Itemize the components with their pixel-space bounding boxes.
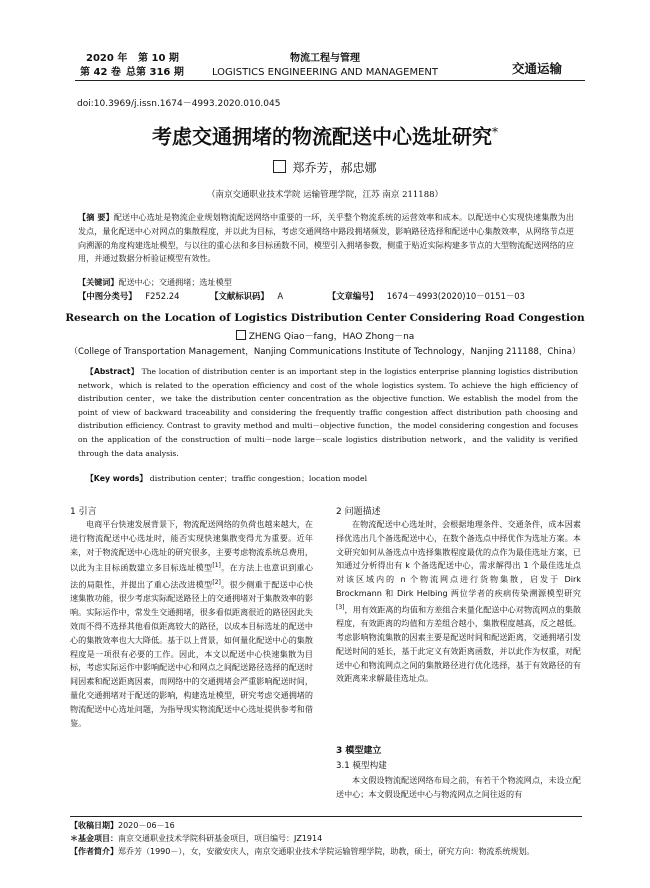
authors-cn-text: 郑乔芳，郝忠娜 [292,161,377,175]
section-1-heading: 1 引言 [70,507,97,517]
section-3-heading: 3 模型建立 [336,746,382,756]
header-rule [75,80,585,81]
fund-text: 南京交通职业技术学院科研基金项目，项目编号：JZ1914 [118,834,323,843]
header-year: 2020 年 [86,53,128,64]
fund-label: ＊基金项目： [70,834,118,843]
intro-text-c: 。很少侧重于配送中心快速集散功能，很少考虑实际配送路径上的交通拥堵对于集散效率的影响。实际运作中，常发生交通拥堵，很多看似距离很近的路径因此失效而不得不选择其他看似距离较大的路径，以成本目标选址的配送中心的集散效率也大大降低。基于以上背景，如何量化配送中心的集散程度是一项很有必要的工作。因此，本文以配送中心快速集散为目标，考虑实际运作中影响配送中心和网点之间配送路径选择的配送时间因素和配送距离因素，而网络中的交通拥堵会严重影响配送时间，量化交通拥堵对于配送的影响，构建选址模型，研究考虑交通拥堵的物流配送中心选址问题，为指导现实物流配送中心选址提供参考和借鉴。 [70,579,313,728]
article-number-value: 1674－4993(2020)10－0151－03 [386,291,525,301]
header-volume: 第 42 卷 [80,67,121,78]
desc-ref-3: [3] [336,603,345,611]
keywords-cn [78,276,574,290]
article-title [60,119,590,150]
author-en-marker-box [236,330,246,340]
intro-text-b: 。在方法上也意识到重心法的局限性，并提出了重心法改进模型 [70,563,313,590]
abstract-en-label: 【Abstract】 [86,367,139,376]
keywords-cn-text: 配送中心；交通拥堵；选址模型 [118,277,232,287]
header-column: 交通运输 [512,61,563,76]
header-journal-cn: 物流工程与管理 [290,53,360,64]
authors-cn [0,159,650,176]
received-label: 【收稿日期】 [70,821,118,830]
intro-paragraph [70,518,313,730]
header-issue: 第 10 期 [138,53,179,64]
keywords-en-label: 【Key words】 [86,474,148,483]
authors-en-text: ZHENG Qiao－fang，HAO Zhong－na [248,332,415,342]
footnote-rule [70,816,582,817]
desc-text-b: ，用有效距离的均值和方差组合来量化配送中心对物流网点的集散程度，有效距离的均值和方差组合越小，集散程度越高，反之越低。考虑影响物流集散的因素主要是配送时间和配送距离，交通拥堵引发配送时间的延长，基于此定义有效距离函数，并以此作为权重，对配送中心和物流网点之间的集散路径进行优化选择，基于有效路径的有效距离来求解最佳选址点。 [336,604,581,684]
section-3-1-heading: 3.1 模型构建 [336,761,387,771]
desc-text-a: 在物流配送中心选址时，会根据地理条件、交通条件，成本因素择优选出几个备选配送中心，在数个备选点中择优作为选址方案。本文研究如何从备选点中选择集散程度最优的点作为最佳选址方案，已知通过分析得出有 k 个备选配送中心，需求解得出 1 个最佳选址点对该区域内的 n 个物流网点进行货物集散，启发于 Dirk Brockmann 和 Dirk Helbing 两位学者的疾病传染溯源模型研究 [336,519,581,598]
keywords-cn-label: 【关键词】 [78,277,119,287]
authors-en [0,329,650,342]
footnote-author [70,846,585,858]
section-2-heading: 2 问题描述 [336,507,381,517]
intro-ref-2: [2] [212,578,221,586]
title-en: Research on the Location of Logistics Distribution Center Considering Road Congestion [65,312,585,324]
affiliation-cn: （南京交通职业技术学院 运输管理学院，江苏 南京 211188） [206,190,444,200]
doc-code-label: 【文献标识码】 [210,291,269,301]
received-date: 2020－06－16 [118,821,175,830]
keywords-en [86,473,576,484]
abstract-en [78,365,578,460]
abstract-cn-text: 配送中心选址是物流企业规划物流配送网络中重要的一环，关乎整个物流系统的运营效率和成本。以配送中心实现快速集散为出发点，量化配送中心对网点的集散程度，并以此为目标，考虑交通网络中路段拥堵频发，影响路径选择和配送中心集散效率，从网络节点逆向溯源的角度构建选址模型，与以往的重心法和多目标函数不同，模型引入拥堵参数，侧重于贴近实际构建多节点的大型物流配送网络的应用，并通过数据分析验证模型有效性。 [78,212,574,264]
footnote-fund [70,833,322,845]
clc-value: F252.24 [145,291,180,301]
intro-text-a: 电商平台快速发展背景下，物流配送网络的负荷也越来越大，在进行物流配送中心选址时，能否实现快速集散变得尤为重要。近年来，对于物流配送中心选址的研究很多，主要考虑物流系统总费用，以此为主目标函数建立多目标选址模型 [70,519,313,574]
abstract-cn-label: 【摘 要】 [78,212,114,222]
footnote-received [70,820,175,832]
abstract-en-text: The location of distribution center is an important step in the logistics enterprise planning logistics distribution network，which is related to the operation efficiency and cost of the whole logistics system. To achieve the high efficiency of distribution center，we take the distribution center concentration as the objective function. We establish the model from the point of view of backward traceability and considering the frequently traffic congestion affect distribution path choosing and distribution efficiency. Contrast to gravity method and multi－objective function，the model considering congestion and focuses on the application of the construction of multi－node large－scale logistics distribution network，and the validity is verified through the data analysis. [78,367,578,458]
intro-ref-1: [1] [212,562,221,570]
article-number-label: 【文章编号】 [327,291,379,301]
affiliation-en: （College of Transportation Management，Nanjing Communications Institute of Technology，Nanjing 211188，China） [69,347,581,357]
header-total-issue: 总第 316 期 [126,67,184,78]
doi: doi:10.3969/j.issn.1674－4993.2020.010.045 [77,99,281,109]
header-journal-en: LOGISTICS ENGINEERING AND MANAGEMENT [211,67,439,78]
classification-row [78,290,574,302]
clc-label: 【中图分类号】 [78,291,137,301]
doc-code-value: A [277,291,284,301]
author-bio-text: 郑乔芳（1990－），女，安徽安庆人，南京交通职业技术学院运输管理学院，助教，硕士，研究方向：物流系统规划。 [118,847,535,856]
keywords-en-text: distribution center；traffic congestion；location model [149,474,368,483]
problem-description-paragraph [336,518,581,686]
author-bio-label: 【作者简介】 [70,847,118,856]
article-title-text: 考虑交通拥堵的物流配送中心选址研究 [152,124,492,149]
abstract-cn [78,211,574,266]
model-paragraph: 本文假设物流配送网络布局之前，有若干个物流网点，未设立配送中心；本文假设配送中心与物流网点之间往返的有 [336,775,581,799]
title-footnote-mark: * [492,125,498,139]
author-marker-box [273,160,286,173]
